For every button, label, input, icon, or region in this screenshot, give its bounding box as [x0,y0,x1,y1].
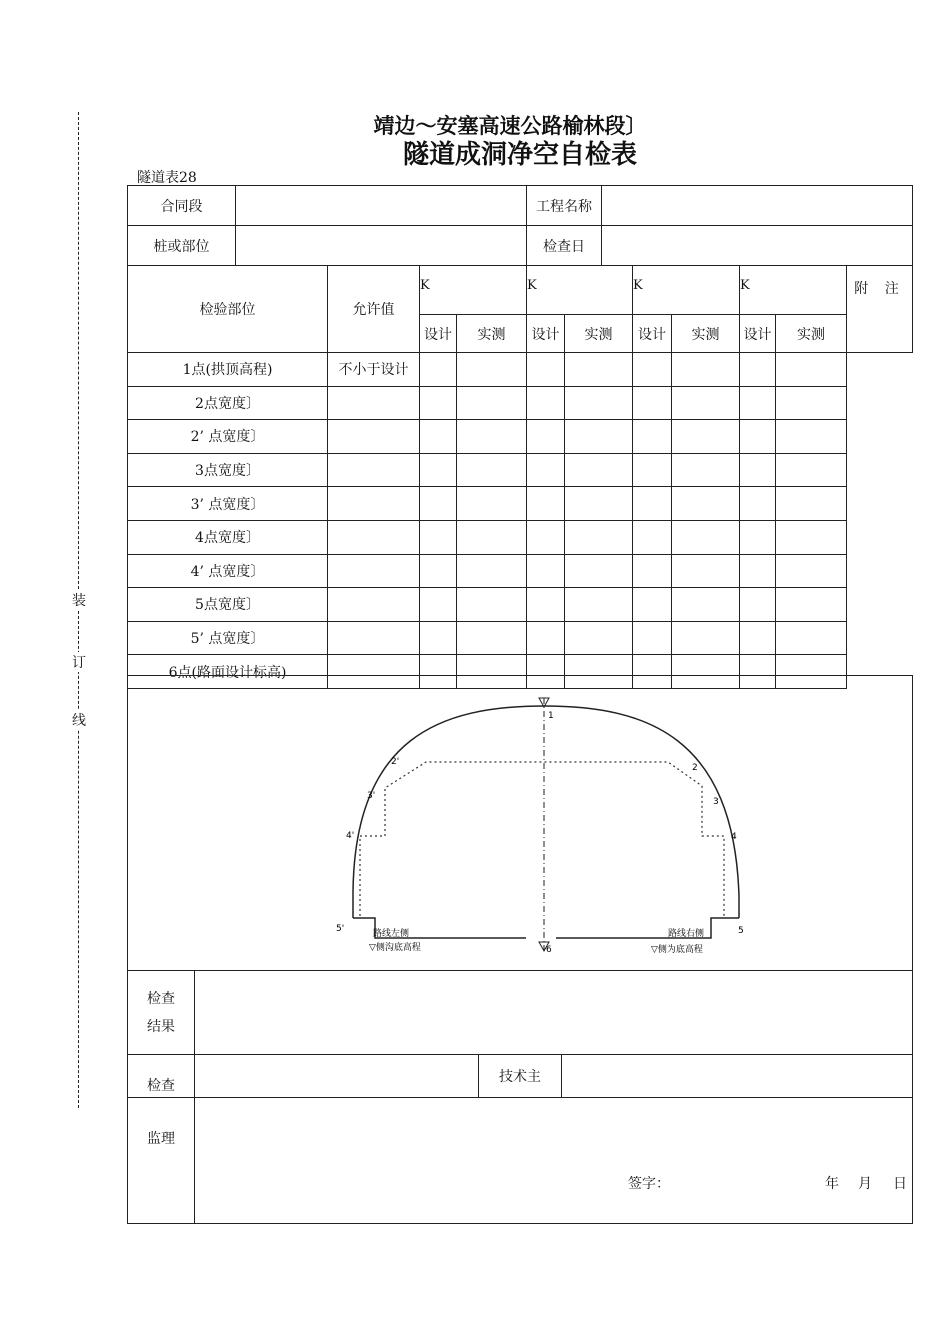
design-value-cell[interactable] [633,487,672,521]
measured-value-cell[interactable] [457,420,527,454]
design-value-cell[interactable] [633,554,672,588]
point-label-3: 3 [713,797,719,807]
point-label-2p: 2' [391,757,400,767]
info-table [127,185,913,266]
inspection-table [127,265,913,689]
table-row [128,621,913,655]
sub-header-measured: 实测 [565,315,633,353]
footer-table [127,970,913,1224]
table-row [128,487,913,521]
clearance-envelope [360,762,724,916]
design-value-cell[interactable] [740,420,776,454]
design-value-cell[interactable] [740,588,776,622]
result-field[interactable] [195,971,913,1055]
measured-value-cell[interactable] [672,554,740,588]
design-value-cell[interactable] [527,621,565,655]
result-label-1: 检查 [147,990,175,1007]
point-label-2: 2 [692,763,698,773]
tech-lead-label: 技术主 [479,1055,562,1098]
point-label-4: 4 [731,832,737,842]
design-value-cell[interactable] [740,520,776,554]
sub-header-measured: 实测 [672,315,740,353]
design-value-cell[interactable] [740,353,776,387]
excavation-profile [353,706,739,918]
signature-label: 签字： [628,1176,670,1192]
project-label: 工程名称 [527,186,602,226]
measured-value-cell[interactable] [457,621,527,655]
binding-char-3: 线 [70,710,88,730]
design-value-cell[interactable] [633,520,672,554]
measured-value-cell[interactable] [776,621,847,655]
date-field[interactable] [602,226,913,266]
measured-value-cell[interactable] [776,487,847,521]
row-part-label: 6点(路面设计标高) [128,655,328,689]
measured-value-cell[interactable] [457,353,527,387]
table-row [128,420,913,454]
measured-value-cell[interactable] [776,453,847,487]
measured-value-cell[interactable] [565,621,633,655]
design-value-cell[interactable] [527,453,565,487]
binding-char-1: 装 [70,590,88,610]
measured-value-cell[interactable] [672,588,740,622]
row-allowed-value [328,588,420,622]
sub-header-design: 设计 [633,315,672,353]
measured-value-cell[interactable] [672,386,740,420]
contract-label: 合同段 [128,186,236,226]
day-label: 日 [893,1176,907,1192]
design-value-cell[interactable] [633,588,672,622]
right-ditch-label-1: 路线右侧 [668,929,705,939]
sub-header-measured: 实测 [776,315,847,353]
row-part-label: 5’ 点宽度〕 [128,621,328,655]
measured-value-cell[interactable] [457,386,527,420]
design-value-cell[interactable] [633,353,672,387]
measured-value-cell[interactable] [565,453,633,487]
design-value-cell[interactable] [740,621,776,655]
point-label-4p: 4' [346,831,355,841]
row-part-label: 3点宽度〕 [128,453,328,487]
station-k-3[interactable]: K [633,266,740,315]
sub-header-design: 设计 [420,315,457,353]
station-k-2[interactable]: K [527,266,633,315]
design-value-cell[interactable] [527,554,565,588]
design-value-cell[interactable] [740,554,776,588]
sub-header-design: 设计 [740,315,776,353]
design-value-cell[interactable] [527,487,565,521]
form-number: 隧道表28 [137,170,197,186]
measured-value-cell[interactable] [565,520,633,554]
row-allowed-value [328,487,420,521]
design-value-cell[interactable] [420,554,457,588]
point-label-6: 6 [546,945,552,955]
measured-value-cell[interactable] [565,487,633,521]
month-label: 月 [858,1176,872,1192]
supervisor-field[interactable] [195,1098,913,1224]
measured-value-cell[interactable] [565,588,633,622]
measured-value-cell[interactable] [457,453,527,487]
row-part-label: 5点宽度〕 [128,588,328,622]
measured-value-cell[interactable] [776,420,847,454]
design-value-cell[interactable] [527,420,565,454]
station-label: 桩或部位 [128,226,236,266]
left-ditch-label-1: 路线左侧 [373,929,410,939]
left-ditch-label-2: ▽侧沟底高程 [369,943,421,953]
measured-value-cell[interactable] [565,420,633,454]
sub-header-design: 设计 [527,315,565,353]
station-k-1[interactable]: K [420,266,527,315]
measured-value-cell[interactable] [672,420,740,454]
supervisor-label: 监理 [128,1098,195,1224]
col-header-note: 附 注 [847,266,913,353]
design-value-cell[interactable] [420,520,457,554]
inspection-rows [128,353,913,689]
contract-field[interactable] [236,186,527,226]
point-label-3p: 3' [367,791,376,801]
table-row [128,353,913,387]
point-label-1: 1 [548,711,554,721]
measured-value-cell[interactable] [776,520,847,554]
measured-value-cell[interactable] [457,487,527,521]
measured-value-cell[interactable] [672,487,740,521]
design-value-cell[interactable] [633,621,672,655]
design-value-cell[interactable] [740,453,776,487]
measured-value-cell[interactable] [672,453,740,487]
row-allowed-value [328,520,420,554]
design-value-cell[interactable] [420,353,457,387]
row-allowed-value: 不小于设计 [328,353,420,387]
design-value-cell[interactable] [420,621,457,655]
point-label-5p: 5' [336,924,345,934]
design-value-cell[interactable] [420,453,457,487]
row-allowed-value [328,621,420,655]
col-header-part: 检验部位 [128,266,328,353]
tech-lead-field[interactable] [562,1055,913,1098]
measured-value-cell[interactable] [457,588,527,622]
col-header-allowed: 允许值 [328,266,420,353]
document-title-line1: 靖边～安塞高速公路榆林段〕 [373,114,647,138]
measured-value-cell[interactable] [565,386,633,420]
document-title-line2: 隧道成洞净空自检表 [402,140,637,170]
row-part-label: 3’ 点宽度〕 [128,487,328,521]
design-value-cell[interactable] [527,588,565,622]
measured-value-cell[interactable] [457,520,527,554]
row-part-label: 2点宽度〕 [128,386,328,420]
table-row [128,588,913,622]
binding-char-2: 订 [70,652,88,672]
row-allowed-value [328,420,420,454]
date-label: 检查日 [527,226,602,266]
measured-value-cell[interactable] [672,520,740,554]
measured-value-cell[interactable] [776,554,847,588]
tunnel-diagram-panel [127,675,913,970]
point-label-5: 5 [738,926,744,936]
design-value-cell[interactable] [633,386,672,420]
measured-value-cell[interactable] [776,353,847,387]
design-value-cell[interactable] [527,386,565,420]
result-label-2: 结果 [147,1018,175,1035]
table-row [128,520,913,554]
design-value-cell[interactable] [420,420,457,454]
row-part-label: 4点宽度〕 [128,520,328,554]
design-value-cell[interactable] [420,487,457,521]
design-value-cell[interactable] [740,487,776,521]
station-field[interactable] [236,226,527,266]
measured-value-cell[interactable] [672,621,740,655]
measured-value-cell[interactable] [565,353,633,387]
measured-value-cell[interactable] [457,554,527,588]
measured-value-cell[interactable] [565,554,633,588]
right-ditch-label-2: ▽侧为底高程 [651,945,703,955]
design-value-cell[interactable] [420,588,457,622]
row-part-label: 1点(拱顶高程) [128,353,328,387]
design-value-cell[interactable] [633,420,672,454]
design-value-cell[interactable] [527,353,565,387]
table-row [128,554,913,588]
design-value-cell[interactable] [420,386,457,420]
inspector-label: 检查 [128,1055,195,1098]
row-part-label: 4’ 点宽度〕 [128,554,328,588]
table-row [128,386,913,420]
measured-value-cell[interactable] [776,386,847,420]
tunnel-cross-section [128,676,914,971]
measured-value-cell[interactable] [776,588,847,622]
inspector-field[interactable] [195,1055,479,1098]
year-label: 年 [825,1176,839,1192]
result-label [128,971,195,1055]
design-value-cell[interactable] [633,453,672,487]
row-allowed-value [328,386,420,420]
row-allowed-value [328,453,420,487]
station-k-4[interactable]: K [740,266,847,315]
design-value-cell[interactable] [527,520,565,554]
table-row [128,453,913,487]
binding-line [78,112,79,1108]
project-field[interactable] [602,186,913,226]
row-part-label: 2’ 点宽度〕 [128,420,328,454]
design-value-cell[interactable] [740,386,776,420]
measured-value-cell[interactable] [672,353,740,387]
row-allowed-value [328,554,420,588]
sub-header-measured: 实测 [457,315,527,353]
